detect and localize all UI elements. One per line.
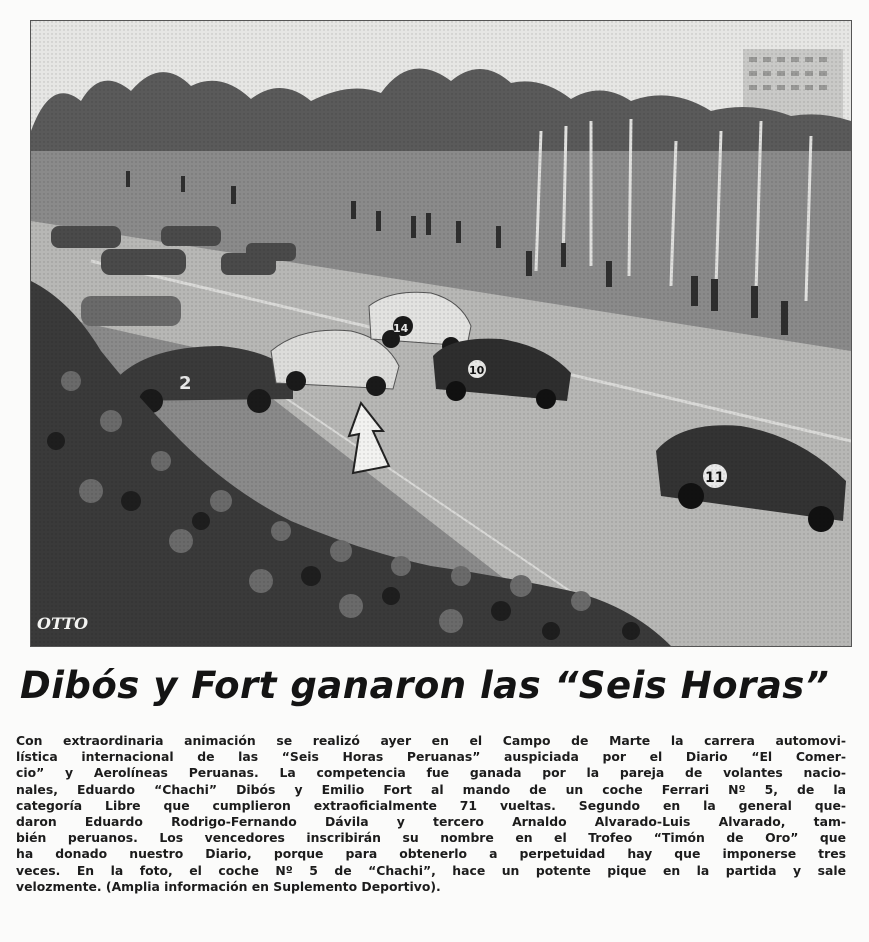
article-body (16, 733, 846, 895)
article-line: veces. En la foto, el coche Nº 5 de “Chachi”, hace un potente pique en la partida y sale (16, 862, 846, 878)
article-line: Con extraordinaria animación se realizó ayer en el Campo de Marte la carrera automovi- (16, 733, 846, 748)
article-line: categoría Libre que cumplieron extraoficialmente 71 vueltas. Segundo en la general que- (16, 797, 846, 813)
photographer-signature: OTTO (37, 614, 89, 633)
article-line: velozmente. (Amplia información en Suplemento Deportivo). (16, 878, 441, 894)
article-line: lística internacional de las “Seis Horas Peruanas” auspiciada por el Diario “El Comer- (16, 749, 846, 765)
article-line: daron Eduardo Rodrigo-Fernando Dávila y tercero Arnaldo Alvarado-Luis Alvarado, tam- (16, 814, 846, 830)
race-photo (30, 20, 852, 647)
article-line: cio” y Aerolíneas Peruanas. La competencia fue ganada por la pareja de volantes nacio- (16, 765, 846, 781)
article-line: bién peruanos. Los vencedores inscribirán su nombre en el Trofeo “Timón de Oro” que (16, 830, 846, 846)
article-headline: Dibós y Fort ganaron las “Seis Horas” (20, 664, 830, 707)
article-line: nales, Eduardo “Chachi” Dibós y Emilio Fort al mando de un coche Ferrari Nº 5, de la (16, 781, 846, 797)
article-line: ha donado nuestro Diario, porque para obtenerlo a perpetuidad hay que imponerse tres (16, 846, 846, 862)
